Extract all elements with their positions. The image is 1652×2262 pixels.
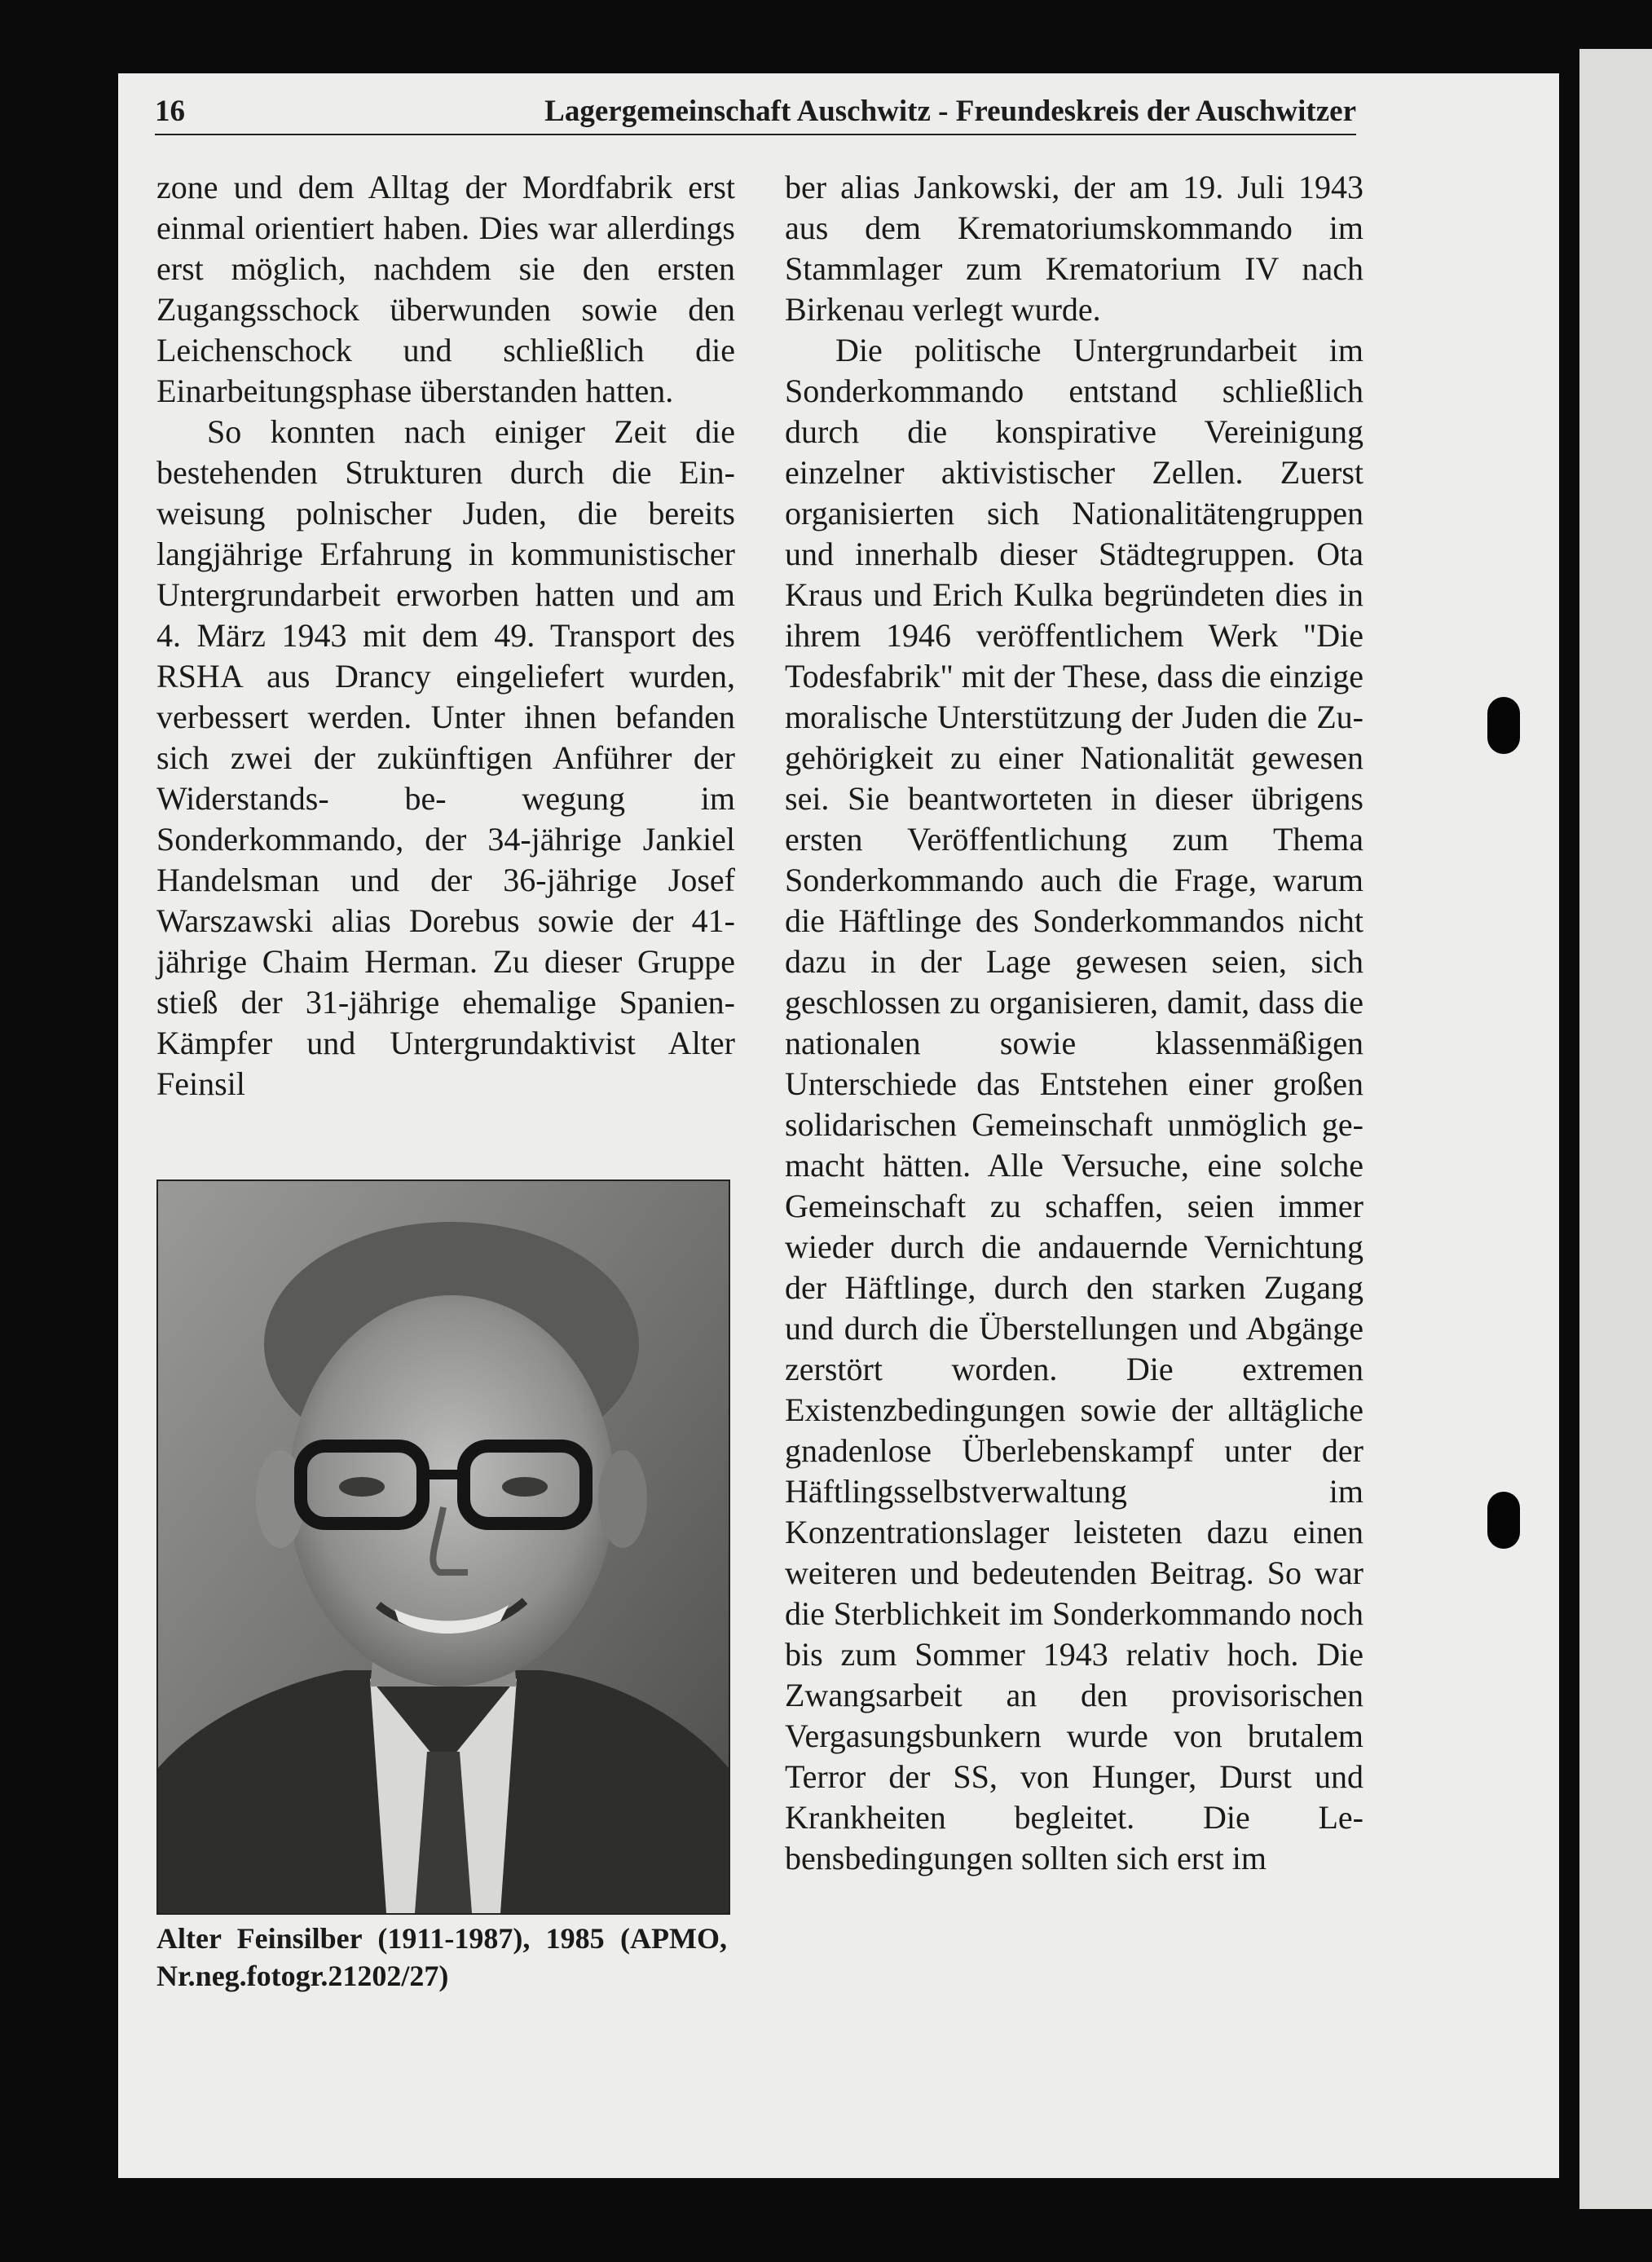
right-paragraph-2: Die politische Untergrundarbeit im Sonderkommando entstand schließlich durch die konspirative Vereinigung einzelner aktivistischer Zellen. Zuerst organisierten sich Nationalitätengruppen und innerhalb dieser Städtegruppen. Ota Kraus und Erich Kulka begründeten dies in ihrem 1946 veröffentlichem Werk "Die Todesfabrik" mit der These, dass die einzige moralische Unterstützung der Juden die Zugehörigkeit zu einer Nationalität gewesen sei. Sie beantworteten in dieser übrigens ersten Veröffentlichung zum Thema Sonderkommando auch die Frage, warum die Häftlinge des Sonderkommandos nicht dazu in der Lage gewesen seien, sich geschlossen zu organisieren, damit, dass die nationalen sowie klassenmäßigen Unterschiede das Entstehen einer großen solidarischen Gemeinschaft unmöglich gemacht hätten. Alle Versuche, eine solche Gemeinschaft zu schaffen, seien immer wieder durch die andauernde Vernichtung der Häftlinge, durch den starken Zugang und durch die Überstellungen und Abgänge zerstört worden. Die extremen Existenzbedingungen sowie der alltägliche gnadenlose Überlebenskampf unter der Häftlingsselbstverwaltung im Konzentrationslager leisteten dazu einen weiteren und bedeutenden Beitrag. So war die Sterblichkeit im Sonderkommando noch bis zum Sommer 1943 relativ hoch. Die Zwangsarbeit an den provisorischen Vergasungsbunkern wurde von brutalem Terror der SS, von Hunger, Durst und Krankheiten begleitet. Die Lebensbedingungen sollten sich erst im <box>785 332 1363 1876</box>
right-column <box>785 167 1363 1879</box>
running-title: Lagergemeinschaft Auschwitz - Freundeskreis der Auschwitzer <box>544 95 1356 128</box>
portrait-photo <box>156 1180 730 1915</box>
next-page-edge <box>1579 49 1652 2209</box>
punch-hole-lower <box>1487 1492 1520 1549</box>
portrait-image <box>158 1181 729 1913</box>
photo-caption: Alter Feinsilber (1911-1987), 1985 (APMO, Nr.neg.fotogr.21202/27) <box>156 1922 727 1992</box>
running-header <box>155 90 1356 135</box>
left-paragraph-1: zone und dem Alltag der Mordfabrik erst einmal orientiert haben. Dies war allerdings erst möglich, nachdem sie den ersten Zugangsschock überwunden sowie den Leichenschock und schließlich die Einarbeitungsphase überstanden hatten. <box>156 169 735 409</box>
left-column <box>156 167 735 1105</box>
punch-hole-upper <box>1487 697 1520 754</box>
page-number: 16 <box>155 95 185 128</box>
right-paragraph-1: ber alias Jankowski, der am 19. Juli 1943 aus dem Krematoriumskommando im Stammlager zum Krematorium IV nach Birkenau verlegt wurde. <box>785 169 1363 328</box>
left-paragraph-2: So konnten nach einiger Zeit die bestehenden Strukturen durch die Einweisung polnischer Juden, die bereits langjährige Erfahrung in kommunistischer Untergrundarbeit erworben hatten und am 4. März 1943 mit dem 49. Transport des RSHA aus Drancy eingeliefert wurden, verbessert werden. Unter ihnen befanden sich zwei der zukünftigen Anführer der Widerstands- be- wegung im Sonderkommando, der 34-jährige Jankiel Handelsman und der 36-jährige Josef Warszawski alias Dorebus sowie der 41-jährige Chaim Herman. Zu dieser Gruppe stieß der 31-jährige ehemalige Spanien-Kämpfer und Untergrundaktivist Alter Feinsil <box>156 413 735 1102</box>
